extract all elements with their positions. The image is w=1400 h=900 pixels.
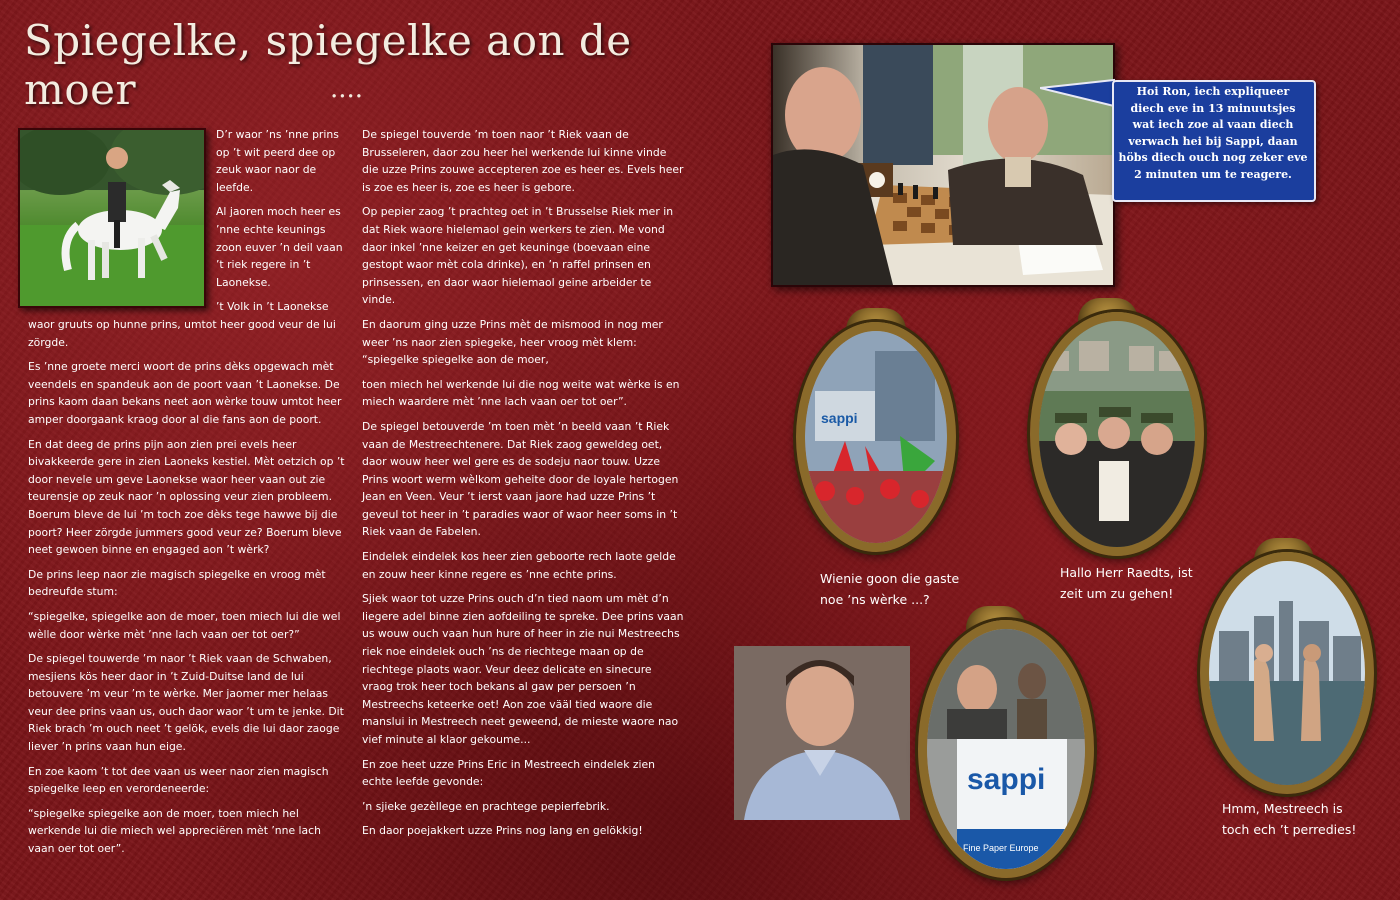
intro-text — [216, 126, 348, 316]
mirror-frame-skyline — [1200, 552, 1374, 794]
title-ellipsis: .... — [330, 74, 364, 104]
paragraph: D’r waor ’ns ’nne prins op ’t wit peerd dee op zeuk waor naor de leefde. — [216, 128, 339, 194]
sappi-sign-small: sappi — [821, 410, 858, 426]
sappi-building-scene — [927, 629, 1085, 869]
protest-scene — [805, 331, 947, 543]
paragraph: Al jaoren moch heer es ’nne echte keunings zoon euver ’n deil vaan ’t riek regere in ’t Laonekse. — [216, 205, 343, 289]
fine-paper-europe-sign: Fine Paper Europe — [963, 843, 1039, 853]
paragraph: Op pepier zaog ’t prachteg oet in ’t Brusselse Riek mer in dat Riek waore hielemaol gein werkers te zien. Me vond daor inkel ’nne keizer en get keuninge (boevaan eine gestopt waor mèt cola drinke), en ’n raffel prinsen en prinsessen, en daor waor hielemaol geine arbeider te vinde. — [362, 205, 674, 307]
paragraph: En zoe kaom ’t tot dee vaan us weer naor zien magisch spiegelke leep en verordeneerde: — [28, 764, 329, 796]
caption-mirror-1: Wienie goon die gaste noe ’ns wèrke ...? — [820, 571, 960, 607]
paragraph: toen miech hel werkende lui die nog weite wat wèrke is en miech waardere mèt ’nne lach vaan oer tot oer”. — [362, 377, 680, 409]
paragraph: Eindelek eindelek kos heer zien geboorte rech laote gelde en zouw heer kinne regere es ’nne echte prins. — [362, 550, 676, 581]
portrait-man-photo — [734, 646, 910, 820]
paragraph: En daor poejakkert uzze Prins nog lang en gelökkig! — [362, 824, 643, 838]
alpine-men-scene — [1039, 321, 1195, 547]
paragraph: En zoe heet uzze Prins Eric in Mestreech eindelek zien echte leefde gevonde: — [362, 757, 656, 789]
page-title: Spiegelke, spiegelke aon de moer — [24, 16, 632, 114]
paragraph: ’t Volk in ’t Laonekse — [216, 300, 329, 314]
paragraph: waor gruuts op hunne prins, umtot heer good veur de lui zörgde. — [28, 318, 336, 349]
paragraph: De spiegel touwerde ’m naor ’t Riek vaan de Schwaben, mesjiens kös heer daor in ’t Zuid-Duitse land de lui betouvere ’m veur ’m te wèrke. Mer jaomer mer helaas veur dee prins vaan us, ouch daor waor ’t um te jenke. Dit Riek brach ’m ouch neet ’t gelök, evels die lui daor zaoge liever ’n prins vaan hun eige. — [28, 652, 344, 754]
paragraph: De spiegel touverde ’m toen naor ’t Riek vaan de Brusseleren, daor zou heer hel werkende lui kinne vinde die uzze Prins zouwe accepteren zoe es heer es. Evels heer is zoe es heer is, zoe es heer is gebore. — [362, 128, 684, 194]
paragraph: En daorum ging uzze Prins mèt de mismood in nog mer weer ’ns naor zien spiegeke, heer vroog mèt klem: “spiegelke spiegelke aon de moer, — [362, 317, 663, 367]
mirror-frame-sappi — [918, 620, 1094, 878]
horse-illustration — [20, 130, 204, 306]
maastricht-skyline-scene — [1209, 561, 1365, 785]
paragraph: ’n sjieke gezèllege en prachtege pepierfebrik. — [362, 799, 610, 813]
mirror-frame-protest — [796, 322, 956, 552]
story-column-2 — [362, 126, 684, 847]
story-column-1 — [28, 316, 350, 865]
speech-bubble-text: Hoi Ron, iech expliqueer diech eve in 13 minuutsjes wat iech zoe al vaan diech verwach hei bij Sappi, daan höbs diech ouch nog zeker eve 2 minuten um te reagere. — [1118, 85, 1308, 181]
speech-bubble-tail — [1040, 78, 1120, 108]
paragraph: De prins leep naor zie magisch spiegelke en vroog mèt bedreufde stum: — [28, 567, 326, 599]
paragraph: De spiegel betouverde ’m toen mèt ’n beeld vaan ’t Riek vaan de Mestreechtenere. Dat Riek zaog geweldeg oet, daor wouw heer wel gere es de sodeju naor touw. Uzze Prins woort werm wèlkom geheite door de loyale hertogen Jean en Veen. Veur ’t ierst vaan jaore had uzze Prins ’t geveul tot heer in ’t paradies waor of waor heer soms in ’t Riek vaan de Fabelen. — [362, 419, 679, 539]
paragraph: “spiegelke spiegelke aon de moer, toen miech hel werkende lui die miech wel appreciëren mèt ’nne lach vaan oer tot oer”. — [28, 806, 321, 856]
paragraph: “spiegelke, spiegelke aon de moer, toen miech lui die wel wèlle door wèrke mèt ’nne lach vaan oer tot oer?” — [28, 609, 341, 641]
prince-on-white-horse-photo — [18, 128, 206, 308]
caption-mirror-2: Hallo Herr Raedts, ist zeit um zu gehen! — [1060, 565, 1193, 601]
caption-mirror-3: Hmm, Mestreech is toch ech ’t perredies! — [1222, 801, 1357, 837]
paragraph: Sjiek waor tot uzze Prins ouch d’n tied naom um mèt d’n liegere adel binne zien aofdeiling te spreke. Dee prins vaan us wouw ouch vaan hun hure of heer in zie nui Mestreechs riek noe eindelek ouch ’ns de riechtege maan op de riechtege plaots waor. Veur deez delicate en sinecure vraog trok heer toch bekans al gaw per persoen ’n Mestreechs keteerke oet! Aon zoe vääl tied waore die manslui in Mestreech neet geweend, de mieste waore nao vief minute al klaor gekoume... — [362, 592, 684, 746]
paragraph: En dat deeg de prins pijn aon zien prei evels heer bivakkeerde gere in zien Laoneks kestiel. Mèt oetzich op ’t door nevele um geve Laonekse waor heer vaan out zie teurensje op zeuk naor ’n oplossing veur zien probleem. Boerum bleve de lui ’m toch zoe dèks tege hawwe bij die poort? Heer zörgde jummers good veur ze? Boerum bleve neet gewoen binne en engaged aon ’t wèrk? — [28, 437, 345, 557]
paragraph: Es ’nne groete merci woort de prins dèks opgewach mèt veendels en spandeuk aon de poort vaan ’t Laonekse. De prins kaom daan bekans neet aon wèrke touw umtot heer amper doorgaank kraog door al die fans aon de poort. — [28, 360, 342, 426]
sappi-sign-big: sappi — [967, 763, 1046, 796]
mirror-frame-alpine — [1030, 312, 1204, 556]
portrait-illustration — [734, 646, 910, 820]
